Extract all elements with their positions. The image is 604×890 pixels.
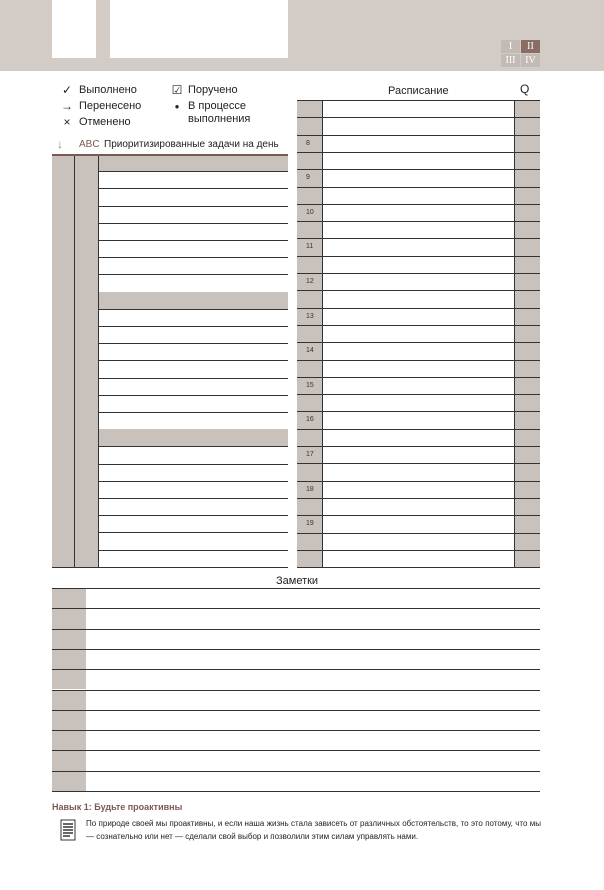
task-row-input[interactable] bbox=[99, 378, 288, 394]
schedule-slot[interactable] bbox=[323, 221, 514, 237]
schedule-slot[interactable] bbox=[323, 533, 514, 549]
schedule-slot[interactable] bbox=[323, 117, 514, 133]
task-priority-cell[interactable] bbox=[75, 360, 98, 377]
task-status-cell[interactable] bbox=[52, 532, 74, 549]
task-row-input[interactable] bbox=[99, 412, 288, 428]
task-priority-cell[interactable] bbox=[75, 223, 98, 240]
checkmark-icon: ✓ bbox=[61, 83, 73, 97]
task-priority-cell[interactable] bbox=[75, 550, 98, 567]
task-priority-cell[interactable] bbox=[75, 274, 98, 291]
task-priority-cell[interactable] bbox=[75, 515, 98, 532]
schedule-slot[interactable] bbox=[323, 290, 514, 306]
schedule-slot[interactable] bbox=[323, 325, 514, 341]
abc-label: ABC bbox=[79, 139, 100, 150]
schedule-slot[interactable] bbox=[323, 515, 514, 531]
schedule-slot[interactable] bbox=[323, 152, 514, 168]
task-row-input[interactable] bbox=[99, 257, 288, 273]
legend-delegated-label: Поручено bbox=[188, 84, 238, 96]
task-row-input[interactable] bbox=[99, 343, 288, 359]
notes-line-input[interactable] bbox=[87, 650, 540, 669]
task-section-header bbox=[52, 292, 288, 309]
task-status-cell[interactable] bbox=[52, 515, 74, 532]
schedule-slot[interactable] bbox=[323, 550, 514, 566]
task-priority-cell[interactable] bbox=[75, 498, 98, 515]
notes-line-input[interactable] bbox=[87, 751, 540, 770]
schedule-hour-label: 18 bbox=[306, 485, 314, 493]
task-priority-cell[interactable] bbox=[75, 188, 98, 205]
notes-margin-cell bbox=[52, 670, 86, 689]
task-status-cell[interactable] bbox=[52, 257, 74, 274]
task-priority-cell[interactable] bbox=[75, 378, 98, 395]
schedule-slot[interactable] bbox=[323, 463, 514, 479]
task-status-cell[interactable] bbox=[52, 206, 74, 223]
schedule-slot[interactable] bbox=[323, 256, 514, 272]
notes-line-input[interactable] bbox=[87, 711, 540, 730]
schedule-slot[interactable] bbox=[323, 394, 514, 410]
task-priority-cell[interactable] bbox=[75, 309, 98, 326]
schedule-hour-label: 9 bbox=[306, 174, 310, 182]
schedule-hour-label: 16 bbox=[306, 416, 314, 424]
task-row-input[interactable] bbox=[99, 446, 288, 462]
footer-text: По природе своей мы проактивны, и если наша жизнь стала зависеть от различных обстоятельств, то это потому, что мы — сознательно или нет — сделали свой выбор и позволили этим силам управлять нами. bbox=[86, 819, 541, 841]
schedule-slot[interactable] bbox=[323, 498, 514, 514]
quadrant-2[interactable]: II bbox=[521, 40, 540, 53]
schedule-hour-label: 14 bbox=[306, 347, 314, 355]
notes-line-input[interactable] bbox=[87, 670, 540, 689]
schedule-row-line bbox=[297, 567, 540, 568]
task-row-input[interactable] bbox=[99, 532, 288, 548]
task-status-cell[interactable] bbox=[52, 446, 74, 463]
task-row-input[interactable] bbox=[99, 206, 288, 222]
legend-moved-label: Перенесено bbox=[79, 100, 142, 112]
task-row-input[interactable] bbox=[99, 464, 288, 480]
task-status-cell[interactable] bbox=[52, 498, 74, 515]
task-status-cell[interactable] bbox=[52, 223, 74, 240]
schedule-top-line bbox=[297, 100, 540, 101]
task-status-cell[interactable] bbox=[52, 171, 74, 188]
task-status-cell[interactable] bbox=[52, 395, 74, 412]
schedule-hour-label: 8 bbox=[306, 139, 310, 147]
notes-title: Заметки bbox=[276, 575, 319, 587]
task-divider bbox=[98, 154, 99, 567]
schedule-divider bbox=[322, 100, 323, 567]
quadrant-selector bbox=[501, 40, 541, 68]
notes-margin-cell bbox=[52, 609, 86, 628]
task-priority-cell[interactable] bbox=[75, 395, 98, 412]
schedule-slot[interactable] bbox=[323, 135, 514, 151]
legend-in-progress-label: В процессе выполнения bbox=[188, 100, 251, 125]
schedule-hour-label: 10 bbox=[306, 208, 314, 216]
schedule-slot[interactable] bbox=[323, 308, 514, 324]
cross-icon: × bbox=[63, 115, 71, 129]
document-icon bbox=[60, 819, 76, 841]
task-row-input[interactable] bbox=[99, 171, 288, 187]
task-status-cell[interactable] bbox=[52, 240, 74, 257]
schedule-q-label: Q bbox=[520, 82, 530, 96]
notes-line-input[interactable] bbox=[87, 609, 540, 628]
task-row-input[interactable] bbox=[99, 274, 288, 290]
task-status-cell[interactable] bbox=[52, 326, 74, 343]
task-status-cell[interactable] bbox=[52, 481, 74, 498]
task-row-input[interactable] bbox=[99, 498, 288, 514]
header-box-right bbox=[110, 0, 288, 58]
legend-done-label: Выполнено bbox=[79, 84, 137, 96]
tasks-title: Приоритизированные задачи на день bbox=[104, 139, 279, 150]
task-priority-cell[interactable] bbox=[75, 532, 98, 549]
task-row-input[interactable] bbox=[99, 240, 288, 256]
notes-line-input[interactable] bbox=[87, 731, 540, 750]
task-status-cell[interactable] bbox=[52, 360, 74, 377]
task-section-header bbox=[52, 429, 288, 446]
notes-margin-cell bbox=[52, 751, 86, 770]
task-row-input[interactable] bbox=[99, 481, 288, 497]
footer-title: Навык 1: Будьте проактивны bbox=[52, 802, 183, 812]
notes-line-input[interactable] bbox=[87, 630, 540, 649]
schedule-slot[interactable] bbox=[323, 342, 514, 358]
task-priority-cell[interactable] bbox=[75, 171, 98, 188]
task-status-cell[interactable] bbox=[52, 378, 74, 395]
task-priority-cell[interactable] bbox=[75, 464, 98, 481]
task-status-cell[interactable] bbox=[52, 188, 74, 205]
task-row-input[interactable] bbox=[99, 188, 288, 204]
schedule-slot[interactable] bbox=[323, 169, 514, 185]
notes-margin-cell bbox=[52, 650, 86, 669]
notes-line-input[interactable] bbox=[87, 772, 540, 791]
schedule-slot[interactable] bbox=[323, 446, 514, 462]
schedule-slot[interactable] bbox=[323, 360, 514, 376]
task-row-input[interactable] bbox=[99, 395, 288, 411]
task-divider bbox=[74, 154, 75, 567]
arrow-right-icon: → bbox=[61, 99, 73, 113]
task-row-input[interactable] bbox=[99, 223, 288, 239]
quadrant-1[interactable]: I bbox=[501, 40, 520, 53]
notes-row-line bbox=[52, 791, 540, 792]
task-status-cell[interactable] bbox=[52, 343, 74, 360]
schedule-hour-label: 11 bbox=[306, 243, 314, 251]
task-row-input[interactable] bbox=[99, 515, 288, 531]
schedule-slot[interactable] bbox=[323, 204, 514, 220]
schedule-hour-label: 15 bbox=[306, 381, 314, 389]
header-box-left bbox=[52, 0, 96, 58]
notes-margin-cell bbox=[52, 691, 86, 710]
notes-line-input[interactable] bbox=[87, 589, 540, 608]
schedule-slot[interactable] bbox=[323, 238, 514, 254]
task-priority-cell[interactable] bbox=[75, 206, 98, 223]
task-priority-cell[interactable] bbox=[75, 412, 98, 429]
notes-line-input[interactable] bbox=[87, 691, 540, 710]
task-priority-cell[interactable] bbox=[75, 326, 98, 343]
legend-cancelled-label: Отменено bbox=[79, 116, 131, 128]
schedule-hour-label: 17 bbox=[306, 451, 314, 458]
down-arrow-icon: ↓ bbox=[57, 137, 63, 151]
task-status-cell[interactable] bbox=[52, 464, 74, 481]
quadrant-4[interactable]: IV bbox=[521, 54, 540, 67]
schedule-hour-label: 19 bbox=[306, 520, 314, 528]
task-priority-cell[interactable] bbox=[75, 343, 98, 360]
checkbox-icon: ☑ bbox=[171, 83, 183, 97]
task-row-line bbox=[52, 567, 288, 568]
notes-margin-cell bbox=[52, 630, 86, 649]
task-priority-cell[interactable] bbox=[75, 257, 98, 274]
task-row-input[interactable] bbox=[99, 326, 288, 342]
notes-margin-cell bbox=[52, 772, 86, 791]
schedule-slot[interactable] bbox=[323, 481, 514, 497]
schedule-slot[interactable] bbox=[323, 429, 514, 445]
task-row-input[interactable] bbox=[99, 550, 288, 566]
schedule-hour-label: 13 bbox=[306, 312, 314, 320]
notes-margin-cell bbox=[52, 731, 86, 750]
schedule-title: Расписание bbox=[388, 85, 449, 97]
task-status-cell[interactable] bbox=[52, 309, 74, 326]
task-status-cell[interactable] bbox=[52, 550, 74, 567]
schedule-slot[interactable] bbox=[323, 273, 514, 289]
quadrant-3[interactable]: III bbox=[501, 54, 520, 67]
task-status-cell[interactable] bbox=[52, 412, 74, 429]
task-row-input[interactable] bbox=[99, 309, 288, 325]
schedule-slot[interactable] bbox=[323, 411, 514, 427]
schedule-slot[interactable] bbox=[323, 187, 514, 203]
schedule-slot[interactable] bbox=[323, 377, 514, 393]
task-priority-cell[interactable] bbox=[75, 446, 98, 463]
bullet-icon: ● bbox=[174, 102, 180, 111]
schedule-divider bbox=[514, 100, 515, 567]
notes-margin-cell bbox=[52, 711, 86, 730]
task-priority-cell[interactable] bbox=[75, 481, 98, 498]
task-section-header bbox=[52, 154, 288, 171]
notes-margin-cell bbox=[52, 589, 86, 608]
task-status-cell[interactable] bbox=[52, 274, 74, 291]
task-top-line bbox=[52, 154, 288, 156]
schedule-hour-label: 12 bbox=[306, 278, 314, 285]
schedule-slot[interactable] bbox=[323, 100, 514, 116]
task-priority-cell[interactable] bbox=[75, 240, 98, 257]
task-row-input[interactable] bbox=[99, 360, 288, 376]
